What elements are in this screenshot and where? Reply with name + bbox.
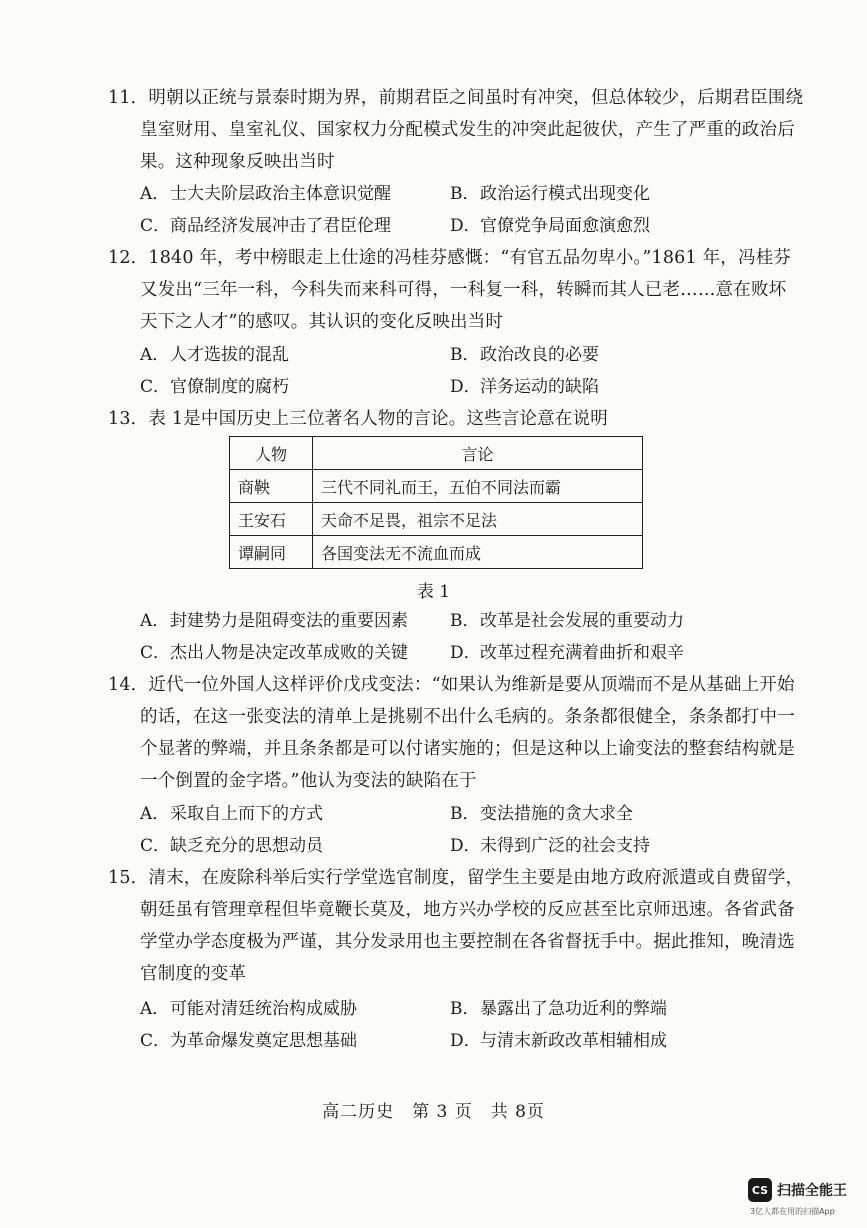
option-letter: D． bbox=[450, 377, 481, 397]
option-text: 杰出人物是决定改革成败的关键 bbox=[170, 643, 408, 663]
scanner-watermark bbox=[748, 1178, 847, 1202]
question-11-line-3: 果。这种现象反映出当时 bbox=[140, 152, 335, 172]
option-text: 未得到广泛的社会支持 bbox=[480, 836, 650, 856]
question-12-line-3: 天下之人才”的感叹。其认识的变化反映出当时 bbox=[140, 312, 504, 332]
option-13-a bbox=[140, 609, 408, 633]
option-14-d bbox=[450, 834, 650, 858]
option-text: 士大夫阶层政治主体意识觉醒 bbox=[170, 184, 391, 204]
question-14-line-3: 个显著的弊端，并且条条都是可以付诸实施的；但是这种以上谕变法的整套结构就是 bbox=[140, 739, 795, 759]
question-15-line-4: 官制度的变革 bbox=[140, 964, 247, 984]
cs-logo-icon: CS bbox=[748, 1178, 772, 1202]
question-14-line-2: 的话，在这一张变法的清单上是挑剔不出什么毛病的。条条都很健全，条条都打中一 bbox=[140, 707, 795, 727]
option-text: 改革过程充满着曲折和艰辛 bbox=[480, 643, 684, 663]
question-11-line-2: 皇室财用、皇室礼仪、国家权力分配模式发生的冲突此起彼伏，产生了严重的政治后 bbox=[140, 120, 795, 140]
option-text: 政治运行模式出现变化 bbox=[480, 184, 650, 204]
option-text: 采取自上而下的方式 bbox=[170, 804, 323, 824]
option-text: 为革命爆发奠定思想基础 bbox=[170, 1031, 357, 1051]
watermark-brand: 扫描全能王 bbox=[777, 1183, 847, 1199]
option-text: 商品经济发展冲击了君臣伦理 bbox=[170, 216, 391, 236]
option-11-c bbox=[140, 214, 391, 238]
question-15-line-3: 学堂办学态度极为严谨，其分发录用也主要控制在各省督抚手中。据此推知，晚清选 bbox=[140, 932, 795, 952]
table-row bbox=[230, 503, 643, 536]
option-text: 封建势力是阻碍变法的重要因素 bbox=[170, 611, 408, 631]
option-letter: C． bbox=[140, 216, 171, 236]
option-text: 缺乏充分的思想动员 bbox=[170, 836, 323, 856]
table-cell-person: 谭嗣同 bbox=[230, 536, 313, 569]
option-14-b bbox=[450, 802, 633, 826]
option-letter: A． bbox=[140, 611, 170, 631]
option-11-a bbox=[140, 182, 391, 206]
option-13-b bbox=[450, 609, 684, 633]
option-letter: D． bbox=[450, 836, 481, 856]
question-12-line-2: 又发出“三年一科，今科失而来科可得，一科复一科，转瞬而其人已老……意在败坏 bbox=[140, 280, 787, 300]
option-text: 变法措施的贪大求全 bbox=[480, 804, 633, 824]
option-letter: A． bbox=[140, 184, 170, 204]
option-text: 政治改良的必要 bbox=[480, 345, 599, 365]
option-15-a bbox=[140, 997, 357, 1021]
option-11-b bbox=[450, 182, 650, 206]
option-letter: C． bbox=[140, 1031, 171, 1051]
option-text: 可能对清廷统治构成威胁 bbox=[170, 999, 357, 1019]
page-footer: 高二历史 第 3 页 共 8页 bbox=[322, 1102, 545, 1122]
option-letter: C． bbox=[140, 377, 171, 397]
option-13-c bbox=[140, 641, 408, 665]
table-header: 言论 bbox=[313, 437, 643, 470]
table-cell-person: 商鞅 bbox=[230, 470, 313, 503]
option-text: 官僚党争局面愈演愈烈 bbox=[480, 216, 650, 236]
option-letter: B． bbox=[450, 804, 480, 824]
option-letter: D． bbox=[450, 643, 481, 663]
watermark-subtitle: 3亿人都在用的扫描App bbox=[750, 1207, 835, 1216]
table-row bbox=[230, 536, 643, 569]
option-text: 官僚制度的腐朽 bbox=[170, 377, 289, 397]
option-letter: A． bbox=[140, 999, 170, 1019]
table-cell-quote: 三代不同礼而王，五伯不同法而霸 bbox=[313, 470, 643, 503]
question-14-line-1: 14．近代一位外国人这样评价戊戌变法：“如果认为维新是要从顶端而不是从基础上开始 bbox=[108, 675, 795, 695]
question-11-line-1: 11．明朝以正统与景泰时期为界，前期君臣之间虽时有冲突，但总体较少，后期君臣围绕 bbox=[108, 88, 804, 108]
option-15-b bbox=[450, 997, 667, 1021]
question-14-line-4: 一个倒置的金字塔。”他认为变法的缺陷在于 bbox=[140, 771, 477, 791]
option-letter: A． bbox=[140, 345, 170, 365]
option-12-a bbox=[140, 343, 289, 367]
option-14-c bbox=[140, 834, 323, 858]
option-letter: A． bbox=[140, 804, 170, 824]
question-15-line-1: 15．清末，在废除科举后实行学堂选官制度，留学生主要是由地方政府派遣或自费留学， bbox=[108, 868, 804, 888]
table-caption: 表 1 bbox=[416, 582, 451, 602]
table-header: 人物 bbox=[230, 437, 313, 470]
question-13-line-1: 13．表 1是中国历史上三位著名人物的言论。这些言论意在说明 bbox=[108, 409, 608, 429]
option-12-c bbox=[140, 375, 289, 399]
table-row bbox=[230, 470, 643, 503]
option-text: 改革是社会发展的重要动力 bbox=[480, 611, 684, 631]
option-letter: D． bbox=[450, 216, 481, 236]
option-letter: B． bbox=[450, 611, 480, 631]
option-text: 暴露出了急功近利的弊端 bbox=[480, 999, 667, 1019]
option-text: 洋务运动的缺陷 bbox=[480, 377, 599, 397]
option-letter: D． bbox=[450, 1031, 481, 1051]
option-letter: C． bbox=[140, 643, 171, 663]
option-15-d bbox=[450, 1029, 667, 1053]
question-12-line-1: 12．1840 年，考中榜眼走上仕途的冯桂芬感慨：“有官五品勿卑小。”1861 年，冯桂芬 bbox=[108, 248, 792, 268]
option-letter: B． bbox=[450, 184, 480, 204]
option-12-b bbox=[450, 343, 599, 367]
option-11-d bbox=[450, 214, 650, 238]
option-15-c bbox=[140, 1029, 357, 1053]
option-text: 与清末新政改革相辅相成 bbox=[480, 1031, 667, 1051]
option-letter: B． bbox=[450, 345, 480, 365]
option-letter: B． bbox=[450, 999, 480, 1019]
option-text: 人才选拔的混乱 bbox=[170, 345, 289, 365]
table-cell-quote: 天命不足畏，祖宗不足法 bbox=[313, 503, 643, 536]
table-cell-quote: 各国变法无不流血而成 bbox=[313, 536, 643, 569]
option-letter: C． bbox=[140, 836, 171, 856]
option-14-a bbox=[140, 802, 323, 826]
table-cell-person: 王安石 bbox=[230, 503, 313, 536]
quotes-table bbox=[229, 436, 643, 569]
table-header-row bbox=[230, 437, 643, 470]
question-15-line-2: 朝廷虽有管理章程但毕竟鞭长莫及，地方兴办学校的反应甚至比京师迅速。各省武备 bbox=[140, 900, 795, 920]
option-13-d bbox=[450, 641, 684, 665]
option-12-d bbox=[450, 375, 599, 399]
